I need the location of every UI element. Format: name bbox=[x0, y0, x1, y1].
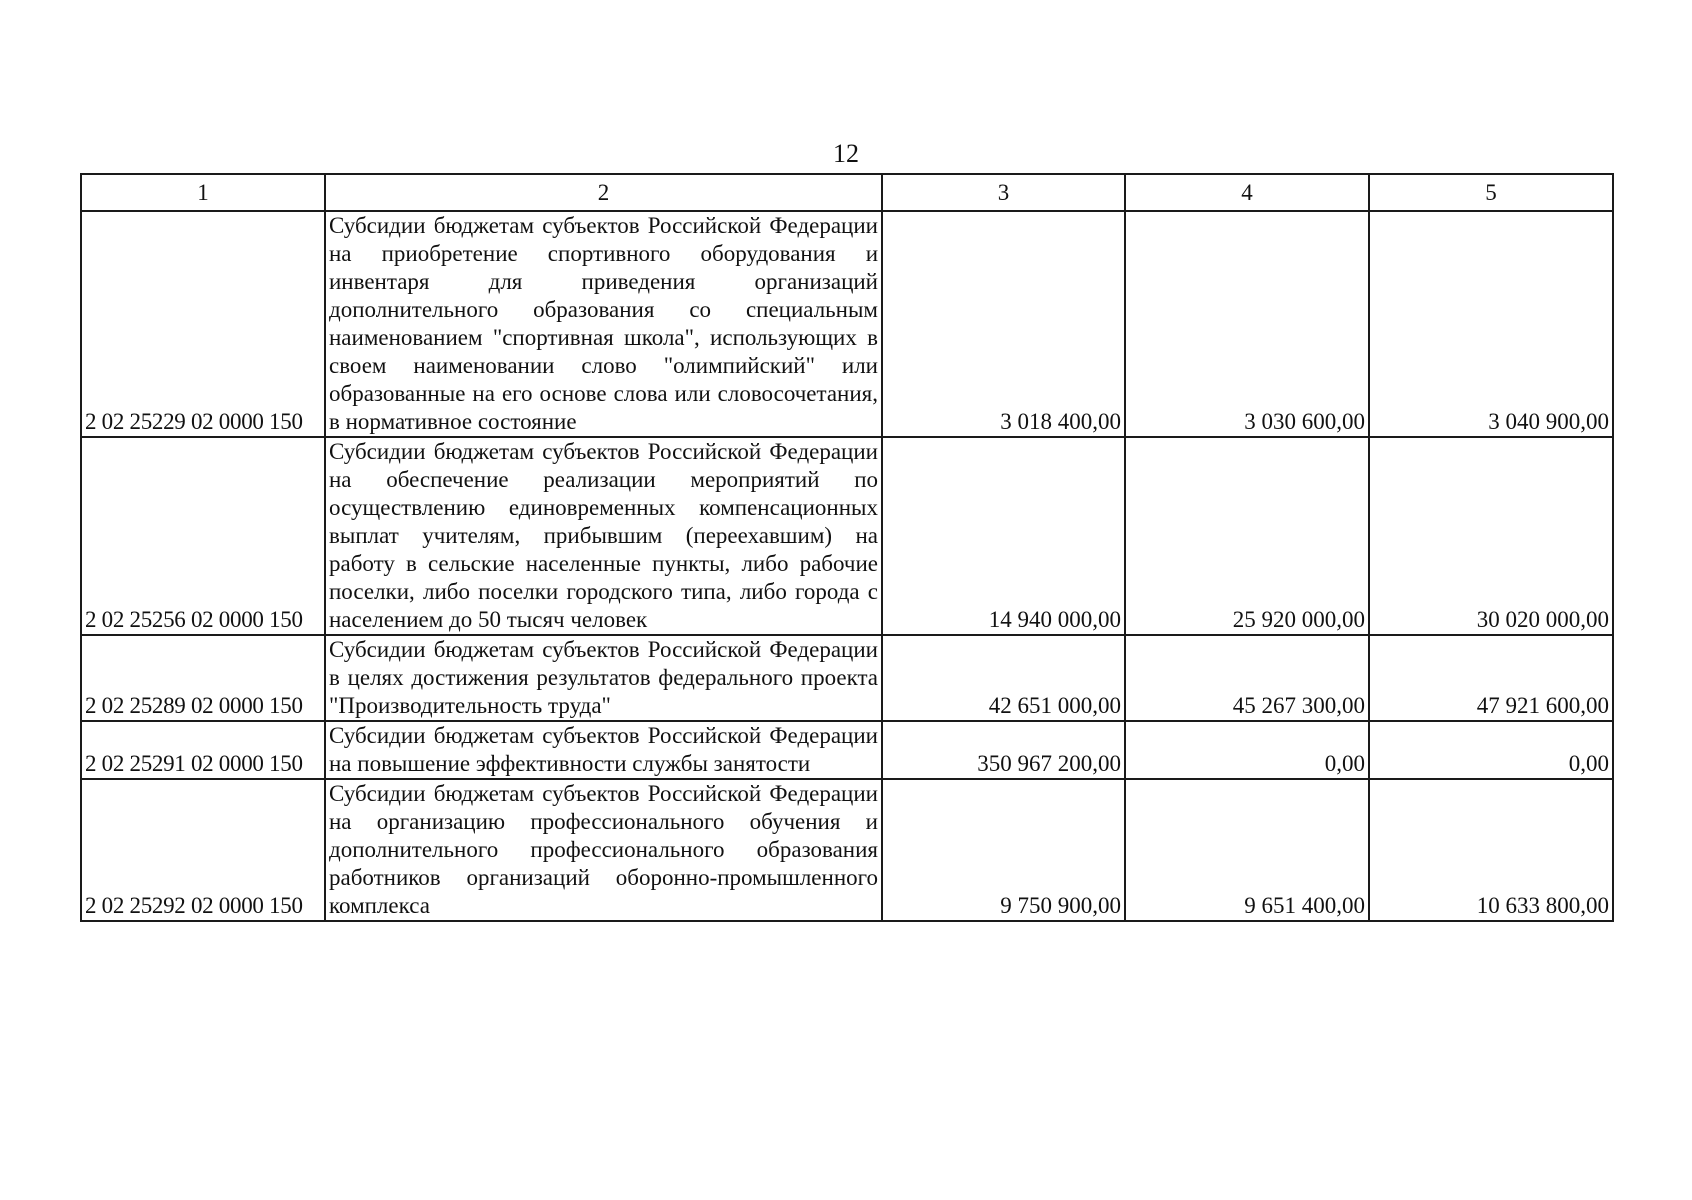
amount-col-4: 45 267 300,00 bbox=[1125, 635, 1369, 721]
amount-col-3: 9 750 900,00 bbox=[882, 779, 1125, 921]
amount-col-4: 25 920 000,00 bbox=[1125, 437, 1369, 635]
amount-col-4: 3 030 600,00 bbox=[1125, 211, 1369, 437]
amount-col-3: 350 967 200,00 bbox=[882, 721, 1125, 779]
income-name: Субсидии бюджетам субъектов Российской Федерации на приобретение спортивного оборудования и инвентаря для приведения организаций дополнительного образования со специальным наименованием "спортивная школа", использующих в своем наименовании слово "олимпийский" или образованные на его основе слова или словосочетания, в нормативное состояние bbox=[325, 211, 882, 437]
income-code: 2 02 25229 02 0000 150 bbox=[81, 211, 325, 437]
income-name: Субсидии бюджетам субъектов Российской Федерации на организацию профессионального обучения и дополнительного профессионального образования работников организаций оборонно-промышленного комплекса bbox=[325, 779, 882, 921]
header-col-1: 1 bbox=[81, 174, 325, 211]
page-number: 12 bbox=[833, 139, 859, 168]
amount-col-5: 3 040 900,00 bbox=[1369, 211, 1613, 437]
header-col-3: 3 bbox=[882, 174, 1125, 211]
income-name: Субсидии бюджетам субъектов Российской Федерации на повышение эффективности службы занятости bbox=[325, 721, 882, 779]
table-row bbox=[81, 211, 1613, 437]
income-code: 2 02 25292 02 0000 150 bbox=[81, 779, 325, 921]
amount-col-5: 0,00 bbox=[1369, 721, 1613, 779]
header-col-2: 2 bbox=[325, 174, 882, 211]
table-row bbox=[81, 721, 1613, 779]
table-row bbox=[81, 437, 1613, 635]
amount-col-4: 9 651 400,00 bbox=[1125, 779, 1369, 921]
income-code: 2 02 25256 02 0000 150 bbox=[81, 437, 325, 635]
amount-col-5: 10 633 800,00 bbox=[1369, 779, 1613, 921]
budget-table bbox=[80, 173, 1614, 922]
header-col-5: 5 bbox=[1369, 174, 1613, 211]
income-name: Субсидии бюджетам субъектов Российской Федерации на обеспечение реализации мероприятий по осуществлению единовременных компенсационных выплат учителям, прибывшим (переехавшим) на работу в сельские населенные пункты, либо рабочие поселки, либо поселки городского типа, либо города с населением до 50 тысяч человек bbox=[325, 437, 882, 635]
amount-col-3: 14 940 000,00 bbox=[882, 437, 1125, 635]
table-header-row bbox=[81, 174, 1613, 211]
amount-col-3: 42 651 000,00 bbox=[882, 635, 1125, 721]
income-code: 2 02 25291 02 0000 150 bbox=[81, 721, 325, 779]
amount-col-4: 0,00 bbox=[1125, 721, 1369, 779]
table-row bbox=[81, 779, 1613, 921]
amount-col-5: 47 921 600,00 bbox=[1369, 635, 1613, 721]
table-row bbox=[81, 635, 1613, 721]
income-code: 2 02 25289 02 0000 150 bbox=[81, 635, 325, 721]
header-col-4: 4 bbox=[1125, 174, 1369, 211]
amount-col-3: 3 018 400,00 bbox=[882, 211, 1125, 437]
amount-col-5: 30 020 000,00 bbox=[1369, 437, 1613, 635]
income-name: Субсидии бюджетам субъектов Российской Федерации в целях достижения результатов федерального проекта "Производительность труда" bbox=[325, 635, 882, 721]
